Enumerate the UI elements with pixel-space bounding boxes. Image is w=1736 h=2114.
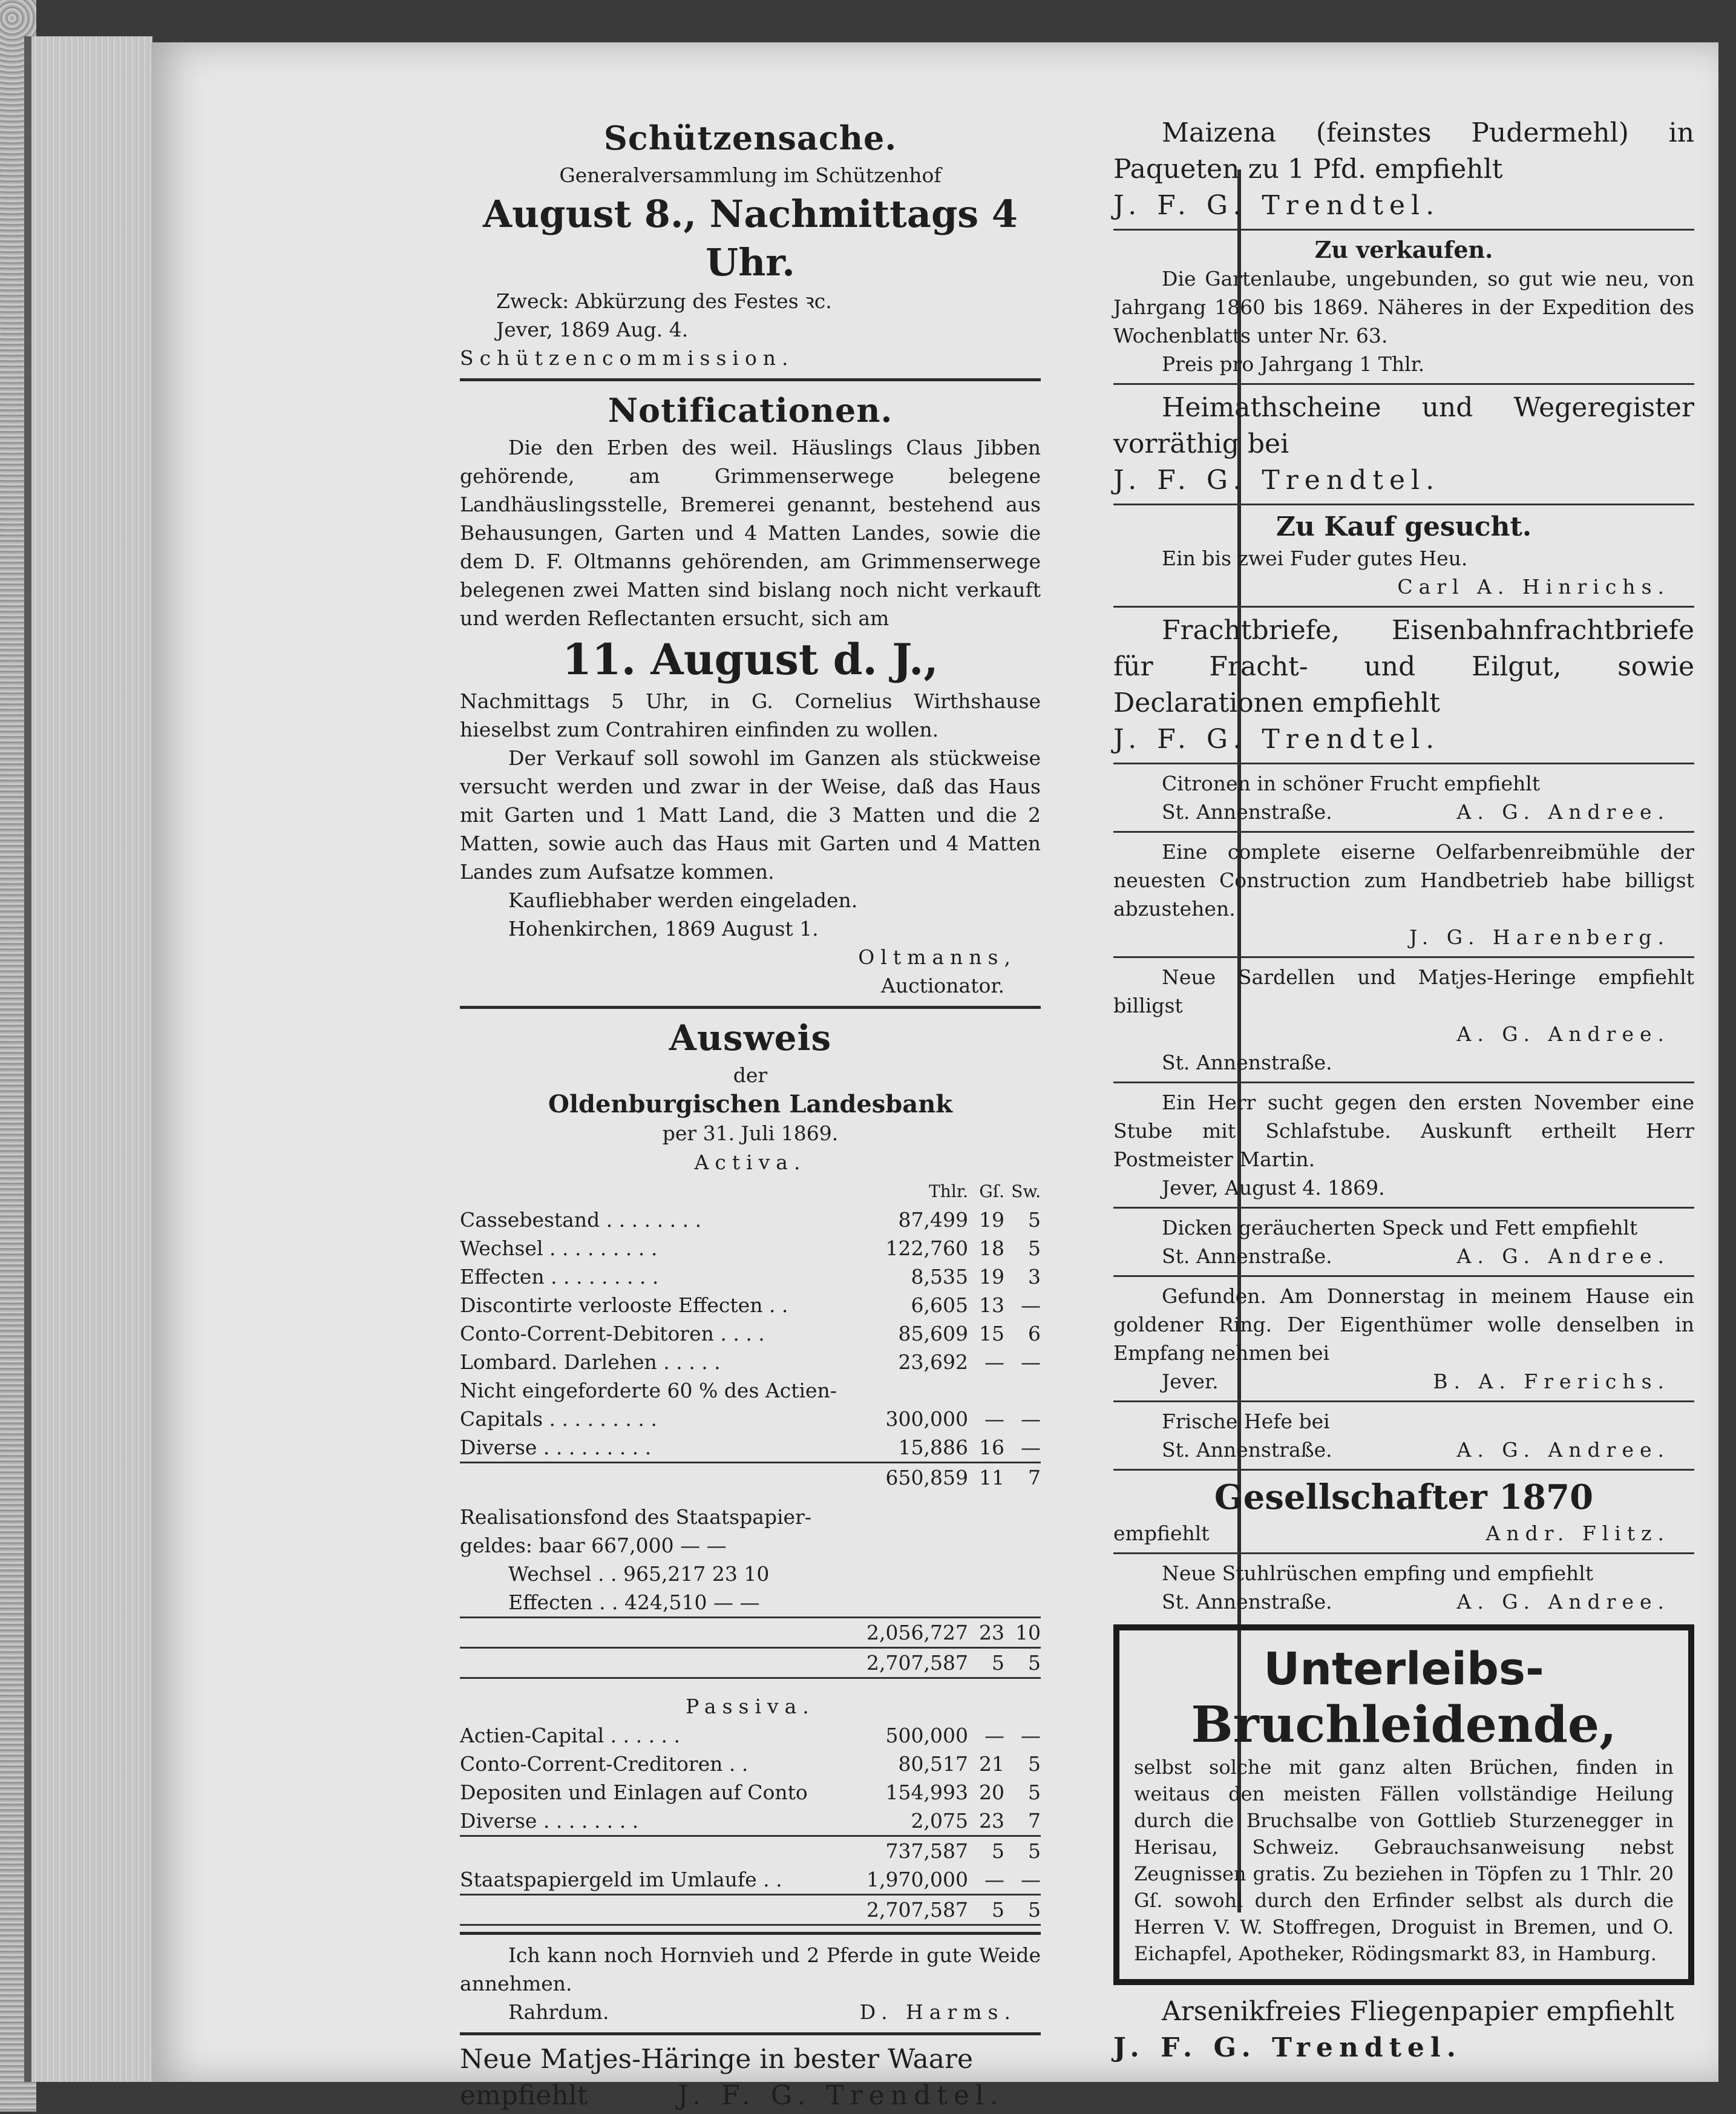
activa-rows	[460, 1206, 1041, 1376]
table-row	[460, 1807, 1041, 1835]
statement-line: Wechsel . . 965,217 23 10	[508, 1562, 770, 1586]
row-value: 87,499	[898, 1208, 968, 1232]
table-row: Staatspapiergeld im Umlaufe . . 1,970,000 — —	[460, 1868, 1041, 1891]
notice-body: Neue Matjes-Häringe in bester Waare	[460, 2044, 974, 2075]
notice-left: St. Annenstraße.	[1162, 1051, 1332, 1074]
notice-title: Zu verkaufen.	[1314, 236, 1493, 263]
notice-place: Hohenkirchen, 1869 August 1.	[508, 917, 819, 940]
gefunden-notice	[1113, 1282, 1694, 1396]
notice-body: Frachtbriefe, Eisenbahnfrachtbriefe für Fracht- und Eilgut, sowie Declarationen empfiehlt	[1113, 615, 1694, 718]
table-row	[460, 1319, 1041, 1348]
notice-signature: D. Harms.	[859, 2000, 1017, 2024]
statement-bank: Oldenburgischen Landesbank	[548, 1090, 952, 1118]
total-row: 2,707,587 5 5	[460, 1894, 1041, 1926]
row-value: 21	[979, 1752, 1004, 1776]
row-value: 23	[979, 1809, 1004, 1833]
row-value: 6	[1028, 1322, 1041, 1345]
notice-left: St. Annenstraße.	[1162, 1590, 1332, 1613]
row-value: 8,535	[911, 1265, 968, 1288]
notice-body: Citronen in schöner Frucht empfiehlt	[1162, 772, 1541, 795]
notice-body: Ein Herr sucht gegen den ersten November eine Stube mit Schlafstube. Auskunft ertheilt Herr Postmeister Martin.	[1113, 1091, 1694, 1171]
row-value: 13	[979, 1293, 1004, 1317]
page-edges	[24, 36, 152, 2082]
notice-body: Heimathscheine und Wegeregister vorräthig bei	[1113, 392, 1694, 459]
notice-body: Ich kann noch Hornvieh und 2 Pferde in gute Weide annehmen.	[460, 1943, 1041, 1995]
notice-body: Die den Erben des weil. Häuslings Claus Jibben gehörende, am Grimmenserwege belegene Landhäuslingsstelle, Bremerei genannt, bestehend aus Behausungen, Garten und 4 Matten Landes, sowie die dem D. F. Oltmanns gehörenden, am Grimmenserwege belegenen zwei Matten sind bislang noch nicht verkauft und werden Reflectanten ersucht, sich am	[460, 436, 1041, 630]
notice-signature: A. G. Andree.	[1456, 1590, 1670, 1613]
table-header	[460, 1177, 1041, 1206]
stuhl-notice	[1113, 1559, 1694, 1616]
ad-body: selbst solche mit ganz alten Brüchen, finden in weitaus den meisten Fällen vollständige Heilung durch die Bruchsalbe von Gottlieb Sturzenegger in Herisau, Schweiz. Gebrauchsanweisung nebst Zeugnissen gratis. Zu beziehen in Töpfen zu 1 Thlr. 20 Gſ. sowohl durch den Erfinder selbst als durch die Herren V. W. Stoffregen, Droguist in Bremen, und O. Eichapfel, Apotheker, Rödingsmarkt 83, in Hamburg.	[1134, 1756, 1674, 1965]
divider	[1113, 831, 1694, 833]
passiva-heading: Passiva.	[686, 1695, 815, 1718]
row-label: Effecten . . . . . . . . .	[460, 1265, 659, 1288]
row-value: 122,760	[885, 1236, 968, 1260]
table-row: Capitals . . . . . . . . . 300,000 — —	[460, 1407, 1041, 1431]
row-value: 18	[979, 1236, 1004, 1260]
ad-title: Unterleibs-	[1263, 1643, 1544, 1695]
speck-notice	[1113, 1213, 1694, 1270]
divider	[1113, 1207, 1694, 1209]
notice-signature: B. A. Frerichs.	[1433, 1370, 1670, 1393]
row-value: 500,000	[885, 1724, 968, 1747]
notice-body: Eine complete eiserne Oelfarbenreibmühle der neuesten Construction zum Handbetrieb habe billigst abzustehen.	[1113, 840, 1694, 921]
notice-date: 11. August d. J.,	[562, 634, 938, 684]
row-label: Diverse . . . . . . . .	[460, 1809, 639, 1833]
table-row	[460, 1348, 1041, 1376]
divider	[1113, 1469, 1694, 1471]
row-value: —	[1021, 1293, 1041, 1317]
gesellschafter-notice	[1113, 1476, 1694, 1548]
right-column	[1113, 115, 1694, 2066]
row-value: 3	[1028, 1265, 1041, 1288]
left-column	[460, 115, 1041, 2114]
notice-signature: J. F. G. Trendtel.	[1113, 2032, 1462, 2063]
notice-left: St. Annenstraße.	[1162, 1438, 1332, 1462]
harms-notice	[460, 1941, 1041, 2026]
schuetzen-notice	[460, 115, 1041, 372]
bruch-advertisement	[1113, 1624, 1694, 1985]
row-label: Wechsel . . . . . . . . .	[460, 1236, 658, 1260]
notice-left: Jever.	[1162, 1370, 1219, 1393]
statement-line: Realisationsfond des Staatspapier-	[460, 1505, 812, 1529]
divider	[1113, 1275, 1694, 1277]
col-thlr: Thlr.	[929, 1181, 968, 1201]
table-row	[460, 1262, 1041, 1291]
notification-notice	[460, 387, 1041, 1000]
notice-signature: Schützencommission.	[460, 346, 794, 370]
notice-body: Arsenikfreies Fliegenpapier empfiehlt	[1162, 1996, 1674, 2027]
notice-signature: A. G. Andree.	[1456, 800, 1670, 824]
statement-line: Effecten . . 424,510 — —	[508, 1590, 760, 1614]
row-value: —	[1021, 1724, 1041, 1747]
notice-signature: A. G. Andree.	[1456, 1438, 1670, 1462]
divider	[1113, 229, 1694, 231]
notice-left: empfiehlt	[1113, 1521, 1210, 1545]
divider	[1113, 956, 1694, 958]
notice-body: Der Verkauf soll sowohl im Ganzen als stückweise versucht werden und zwar in der Weise, daß das Haus mit Garten und 1 Matt Land, die 3 Matten und die 2 Matten, sowie auch das Haus mit Garten und 4 Matten Landes zum Aufsatze kommen.	[460, 746, 1041, 884]
notice-body: Neue Sardellen und Matjes-Heringe empfiehlt billigst	[1113, 965, 1694, 1017]
row-value: 5	[1028, 1752, 1041, 1776]
row-label: Actien-Capital . . . . . .	[460, 1724, 681, 1747]
notice-purpose: Zweck: Abkürzung des Festes ꝛc.	[496, 289, 832, 313]
row-value: 19	[979, 1208, 1004, 1232]
divider	[1113, 763, 1694, 764]
activa-heading: Activa.	[694, 1151, 807, 1174]
table-row	[460, 1778, 1041, 1807]
row-value: 85,609	[898, 1322, 968, 1345]
notice-line: Generalversammlung im Schützenhof	[559, 163, 942, 187]
notice-left: St. Annenstraße.	[1162, 800, 1332, 824]
row-value: 5	[1028, 1208, 1041, 1232]
oelfarben-notice	[1113, 838, 1694, 951]
notice-body: Kaufliebhaber werden eingeladen.	[508, 888, 858, 912]
divider	[460, 2032, 1041, 2035]
notice-title: Notificationen.	[608, 391, 893, 430]
row-value: 5	[1028, 1236, 1041, 1260]
col-gs: Gſ.	[979, 1181, 1004, 1201]
row-value: —	[984, 1350, 1004, 1374]
statement-line: geldes: baar 667,000 — —	[460, 1534, 727, 1557]
subtotal-row: 2,056,727 23 10	[460, 1617, 1041, 1647]
bank-statement	[460, 1015, 1041, 1926]
row-label: Depositen und Einlagen auf Conto	[460, 1781, 808, 1804]
notice-body: Neue Stuhlrüschen empfing und empfiehlt	[1162, 1561, 1594, 1585]
fliegen-notice	[1113, 1994, 1694, 2066]
notice-signature: A. G. Andree.	[1456, 1244, 1670, 1268]
row-value: 5	[1028, 1781, 1041, 1804]
notice-signature: J. G. Harenberg.	[1409, 925, 1670, 949]
hefe-notice	[1113, 1407, 1694, 1464]
table-row: Diverse . . . . . . . . . 15,886 16 —	[460, 1436, 1041, 1459]
notice-place: Jever, August 4. 1869.	[1162, 1176, 1385, 1200]
table-row	[460, 1206, 1041, 1234]
notice-body: Nachmittags 5 Uhr, in G. Cornelius Wirthshause hieselbst zum Contrahiren einfinden zu wollen.	[460, 689, 1041, 741]
row-label: Discontirte verlooste Effecten . .	[460, 1293, 788, 1317]
matjes-notice	[460, 2041, 1041, 2114]
row-value: 80,517	[898, 1752, 968, 1776]
heimath-notice	[1113, 390, 1694, 499]
row-value: 154,993	[885, 1781, 968, 1804]
subtotal-row: 737,587 5 5	[460, 1835, 1041, 1865]
row-value: 6,605	[911, 1293, 968, 1317]
row-value: 19	[979, 1265, 1004, 1288]
notice-price: Preis pro Jahrgang 1 Thlr.	[1162, 352, 1425, 376]
row-value: 23,692	[898, 1350, 968, 1374]
citronen-notice	[1113, 769, 1694, 826]
row-label: Cassebestand . . . . . . . .	[460, 1208, 702, 1232]
row-label: Conto-Corrent-Debitoren . . . .	[460, 1322, 765, 1345]
notice-signature: J. F. G. Trendtel.	[1113, 190, 1441, 221]
divider	[1113, 1552, 1694, 1554]
table-row	[460, 1291, 1041, 1319]
notice-body: Frische Hefe bei	[1162, 1410, 1330, 1433]
notice-body: Dicken geräucherten Speck und Fett empfiehlt	[1162, 1216, 1638, 1239]
table-row	[460, 1721, 1041, 1750]
notice-body: Die Gartenlaube, ungebunden, so gut wie neu, von Jahrgang 1860 bis 1869. Näheres in der Expedition des Wochenblatts unter Nr. 63.	[1113, 267, 1694, 347]
statement-date: per 31. Juli 1869.	[662, 1121, 839, 1145]
divider	[1113, 504, 1694, 505]
divider	[460, 1932, 1041, 1935]
ad-title: Bruchleidende,	[1191, 1696, 1617, 1754]
row-value: 7	[1028, 1809, 1041, 1833]
notice-body: Ein bis zwei Fuder gutes Heu.	[1162, 547, 1468, 570]
notice-signature: A. G. Andree.	[1456, 1022, 1670, 1046]
notice-place: Rahrdum.	[508, 2000, 609, 2024]
verkaufen-notice	[1113, 235, 1694, 378]
row-value: —	[1021, 1350, 1041, 1374]
divider	[1113, 1082, 1694, 1083]
notice-body: Maizena (feinstes Pudermehl) in Paqueten zu 1 Pfd. empfiehlt	[1113, 117, 1694, 185]
statement-der: der	[733, 1063, 768, 1087]
total-row: 2,707,587 5 5	[460, 1647, 1041, 1679]
divider	[1113, 1400, 1694, 1402]
subtotal-row: 650,859 11 7	[460, 1462, 1041, 1492]
notice-title: Gesellschafter 1870	[1214, 1477, 1594, 1517]
table-row	[460, 1750, 1041, 1778]
notice-signature: J. F. G. Trendtel.	[1113, 465, 1441, 496]
row-value: 20	[979, 1781, 1004, 1804]
row-label: Lombard. Darlehen . . . . .	[460, 1350, 721, 1374]
divider	[460, 378, 1041, 381]
row-value: 2,075	[911, 1809, 968, 1833]
herr-notice	[1113, 1088, 1694, 1202]
notice-signature: Carl A. Hinrichs.	[1397, 575, 1670, 599]
notice-place: Jever, 1869 Aug. 4.	[496, 318, 689, 341]
notice-signature: Andr. Flitz.	[1485, 1521, 1670, 1545]
statement-title: Ausweis	[669, 1017, 832, 1059]
divider	[1113, 606, 1694, 608]
sardellen-notice	[1113, 963, 1694, 1077]
row-value: 15	[979, 1322, 1004, 1345]
divider	[1113, 383, 1694, 385]
row-value: —	[984, 1724, 1004, 1747]
divider	[460, 1006, 1041, 1009]
notice-signature: Oltmanns,	[858, 945, 1017, 969]
notice-date: August 8., Nachmittags 4 Uhr.	[483, 192, 1018, 284]
notice-body: Gefunden. Am Donnerstag in meinem Hause ein goldener Ring. Der Eigenthümer wolle denselben in Empfang nehmen bei	[1113, 1284, 1694, 1365]
table-row	[460, 1234, 1041, 1262]
notice-title: Schützensache.	[603, 119, 897, 157]
fracht-notice	[1113, 612, 1694, 758]
kauf-notice	[1113, 510, 1694, 601]
row-label: Conto-Corrent-Creditoren . .	[460, 1752, 748, 1776]
notice-signature: J. F. G. Trendtel.	[677, 2080, 1004, 2111]
statement-line: Nicht eingeforderte 60 % des Actien-	[460, 1379, 837, 1402]
maizena-notice	[1113, 115, 1694, 224]
notice-signature: J. F. G. Trendtel.	[1113, 724, 1441, 755]
col-sw: Sw.	[1011, 1181, 1041, 1201]
notice-title: Zu Kauf gesucht.	[1276, 511, 1532, 542]
notice-left: St. Annenstraße.	[1162, 1244, 1332, 1268]
notice-signature-role: Auctionator.	[881, 974, 1004, 997]
passiva-rows	[460, 1721, 1041, 1835]
notice-left: empfiehlt	[460, 2080, 588, 2111]
